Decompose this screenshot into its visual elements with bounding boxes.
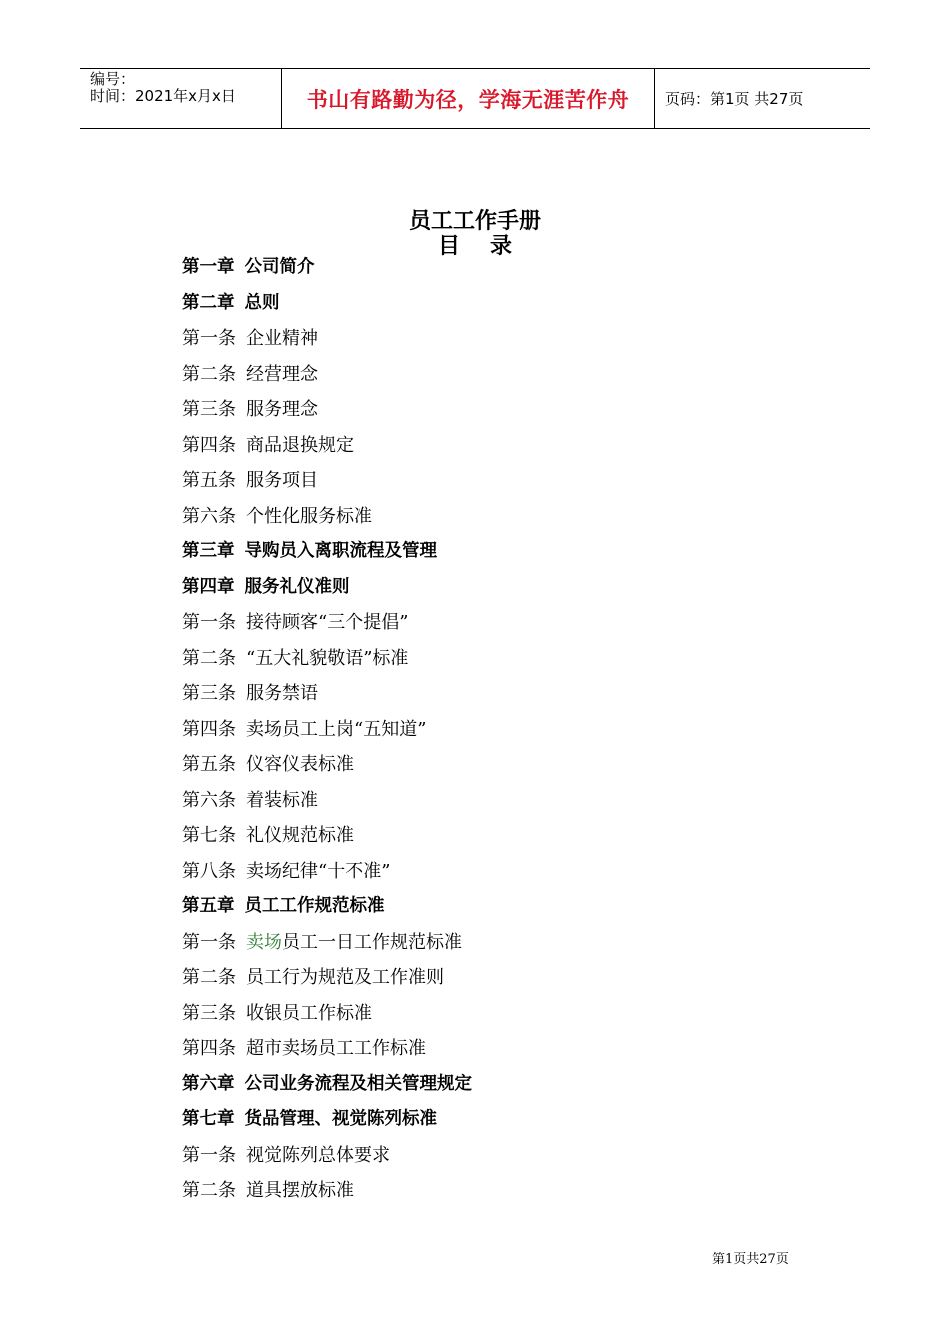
toc-entry-number: 第二条 [182,647,236,669]
toc-entry-title: 公司简介 [244,257,315,277]
toc-article-entry [182,747,782,783]
toc-article-entry [182,499,782,535]
toc-entry-title: 企业精神 [246,328,318,349]
toc-chapter-entry [182,1102,782,1138]
toc-entry-number: 第六条 [182,505,236,527]
toc-entry-number: 第一条 [182,931,236,953]
toc-entry-title: 员工工作规范标准 [244,896,385,916]
toc-entry-number: 第一条 [182,328,236,349]
toc-entry-title: 卖场纪律“十不准” [246,860,391,882]
toc-entry-title: 员工一日工作规范标准 [282,931,462,953]
toc-entry-number: 第五条 [182,754,236,775]
toc-entry-title: 服务理念 [246,399,318,420]
toc-article-entry [182,676,782,712]
document-header [80,68,870,129]
toc-entry-number: 第六条 [182,789,236,811]
toc-article-entry [182,925,782,961]
toc-entry-number: 第二条 [182,1180,236,1201]
toc-entry-title: 服务禁语 [246,683,318,704]
toc-heading: 目录 [437,234,542,259]
toc-entry-number: 第一条 [182,1144,236,1166]
toc-entry-title: 货品管理、视觉陈列标准 [244,1109,437,1129]
toc-entry-title: 收银员工作标准 [246,1002,372,1024]
toc-entry-number: 第一章 [182,257,235,277]
toc-entry-title: 接待顾客“三个提倡” [246,612,409,633]
toc-entry-number: 第二条 [182,967,236,988]
toc-entry-title: 仪容仪表标准 [246,754,354,775]
toc-entry-title: 超市卖场员工工作标准 [246,1038,426,1059]
toc-entry-number: 第八条 [182,860,236,882]
toc-article-entry [182,996,782,1032]
toc-article-entry [182,783,782,819]
toc-entry-number: 第四条 [182,1038,236,1059]
toc-entry-title: 卖场员工上岗“五知道” [246,718,427,740]
toc-entry-title: 商品退换规定 [246,434,354,456]
toc-entry-number: 第四条 [182,718,236,740]
page-footer: 第1页共27页 [712,1252,789,1267]
toc-entry-title: 员工行为规范及工作准则 [246,967,444,988]
toc-entry-title: 导购员入离职流程及管理 [244,541,437,561]
toc-entry-number: 第二章 [182,292,235,313]
toc-entry-number: 第三条 [182,683,236,704]
toc-article-entry [182,463,782,499]
header-serial-number: 编号： [90,70,136,88]
toc-article-entry [182,712,782,748]
toc-entry-number: 第四条 [182,434,236,456]
toc-article-entry [182,854,782,890]
toc-entry-number: 第三条 [182,399,236,420]
toc-article-entry [182,357,782,393]
header-date: 时间：2021年x月x日 [90,87,236,105]
toc-entry-number: 第四章 [182,576,235,597]
toc-entry-number: 第七章 [182,1109,235,1129]
toc-entry-title: 总则 [244,292,280,313]
toc-entry-title: 服务项目 [246,470,318,491]
toc-article-entry [182,392,782,428]
toc-entry-number: 第一条 [182,612,236,633]
toc-entry-number: 第五章 [182,896,235,916]
toc-article-entry [182,428,782,464]
toc-entry-title: 礼仪规范标准 [246,825,354,846]
toc-entry-number: 第二条 [182,363,236,385]
toc-entry-number: 第六章 [182,1073,235,1094]
toc-article-entry [182,1138,782,1174]
toc-entry-title: 个性化服务标准 [246,505,372,527]
toc-article-entry [182,818,782,854]
header-page-info: 页码：第1页 共27页 [665,90,804,108]
toc-chapter-entry [182,570,782,606]
toc-article-entry [182,321,782,357]
toc-entry-number: 第三章 [182,541,235,561]
toc-chapter-entry [182,1067,782,1103]
toc-entry-highlight: 卖场 [246,931,282,953]
toc-chapter-entry [182,250,782,286]
toc-chapter-entry [182,534,782,570]
toc-article-entry [182,1173,782,1209]
toc-article-entry [182,1031,782,1067]
toc-article-entry [182,605,782,641]
toc-entry-title: 道具摆放标准 [246,1180,354,1201]
toc-entry-title: 着装标准 [246,789,318,811]
header-meta [80,69,281,128]
toc-entry-title: 服务礼仪准则 [244,576,350,597]
toc-article-entry [182,960,782,996]
toc-entry-number: 第七条 [182,825,236,846]
toc-chapter-entry [182,286,782,322]
toc-entry-title: “五大礼貌敬语”标准 [246,647,409,669]
toc-article-entry [182,641,782,677]
toc-entry-title: 经营理念 [246,363,318,385]
table-of-contents [182,250,782,1209]
toc-entry-number: 第五条 [182,470,236,491]
toc-chapter-entry [182,889,782,925]
header-motto: 书山有路勤为径，学海无涯苦作舟 [306,87,630,112]
toc-entry-title: 公司业务流程及相关管理规定 [244,1073,472,1094]
toc-entry-title: 视觉陈列总体要求 [246,1144,390,1166]
toc-entry-number: 第三条 [182,1002,236,1024]
document-title: 员工工作手册 [408,209,541,234]
